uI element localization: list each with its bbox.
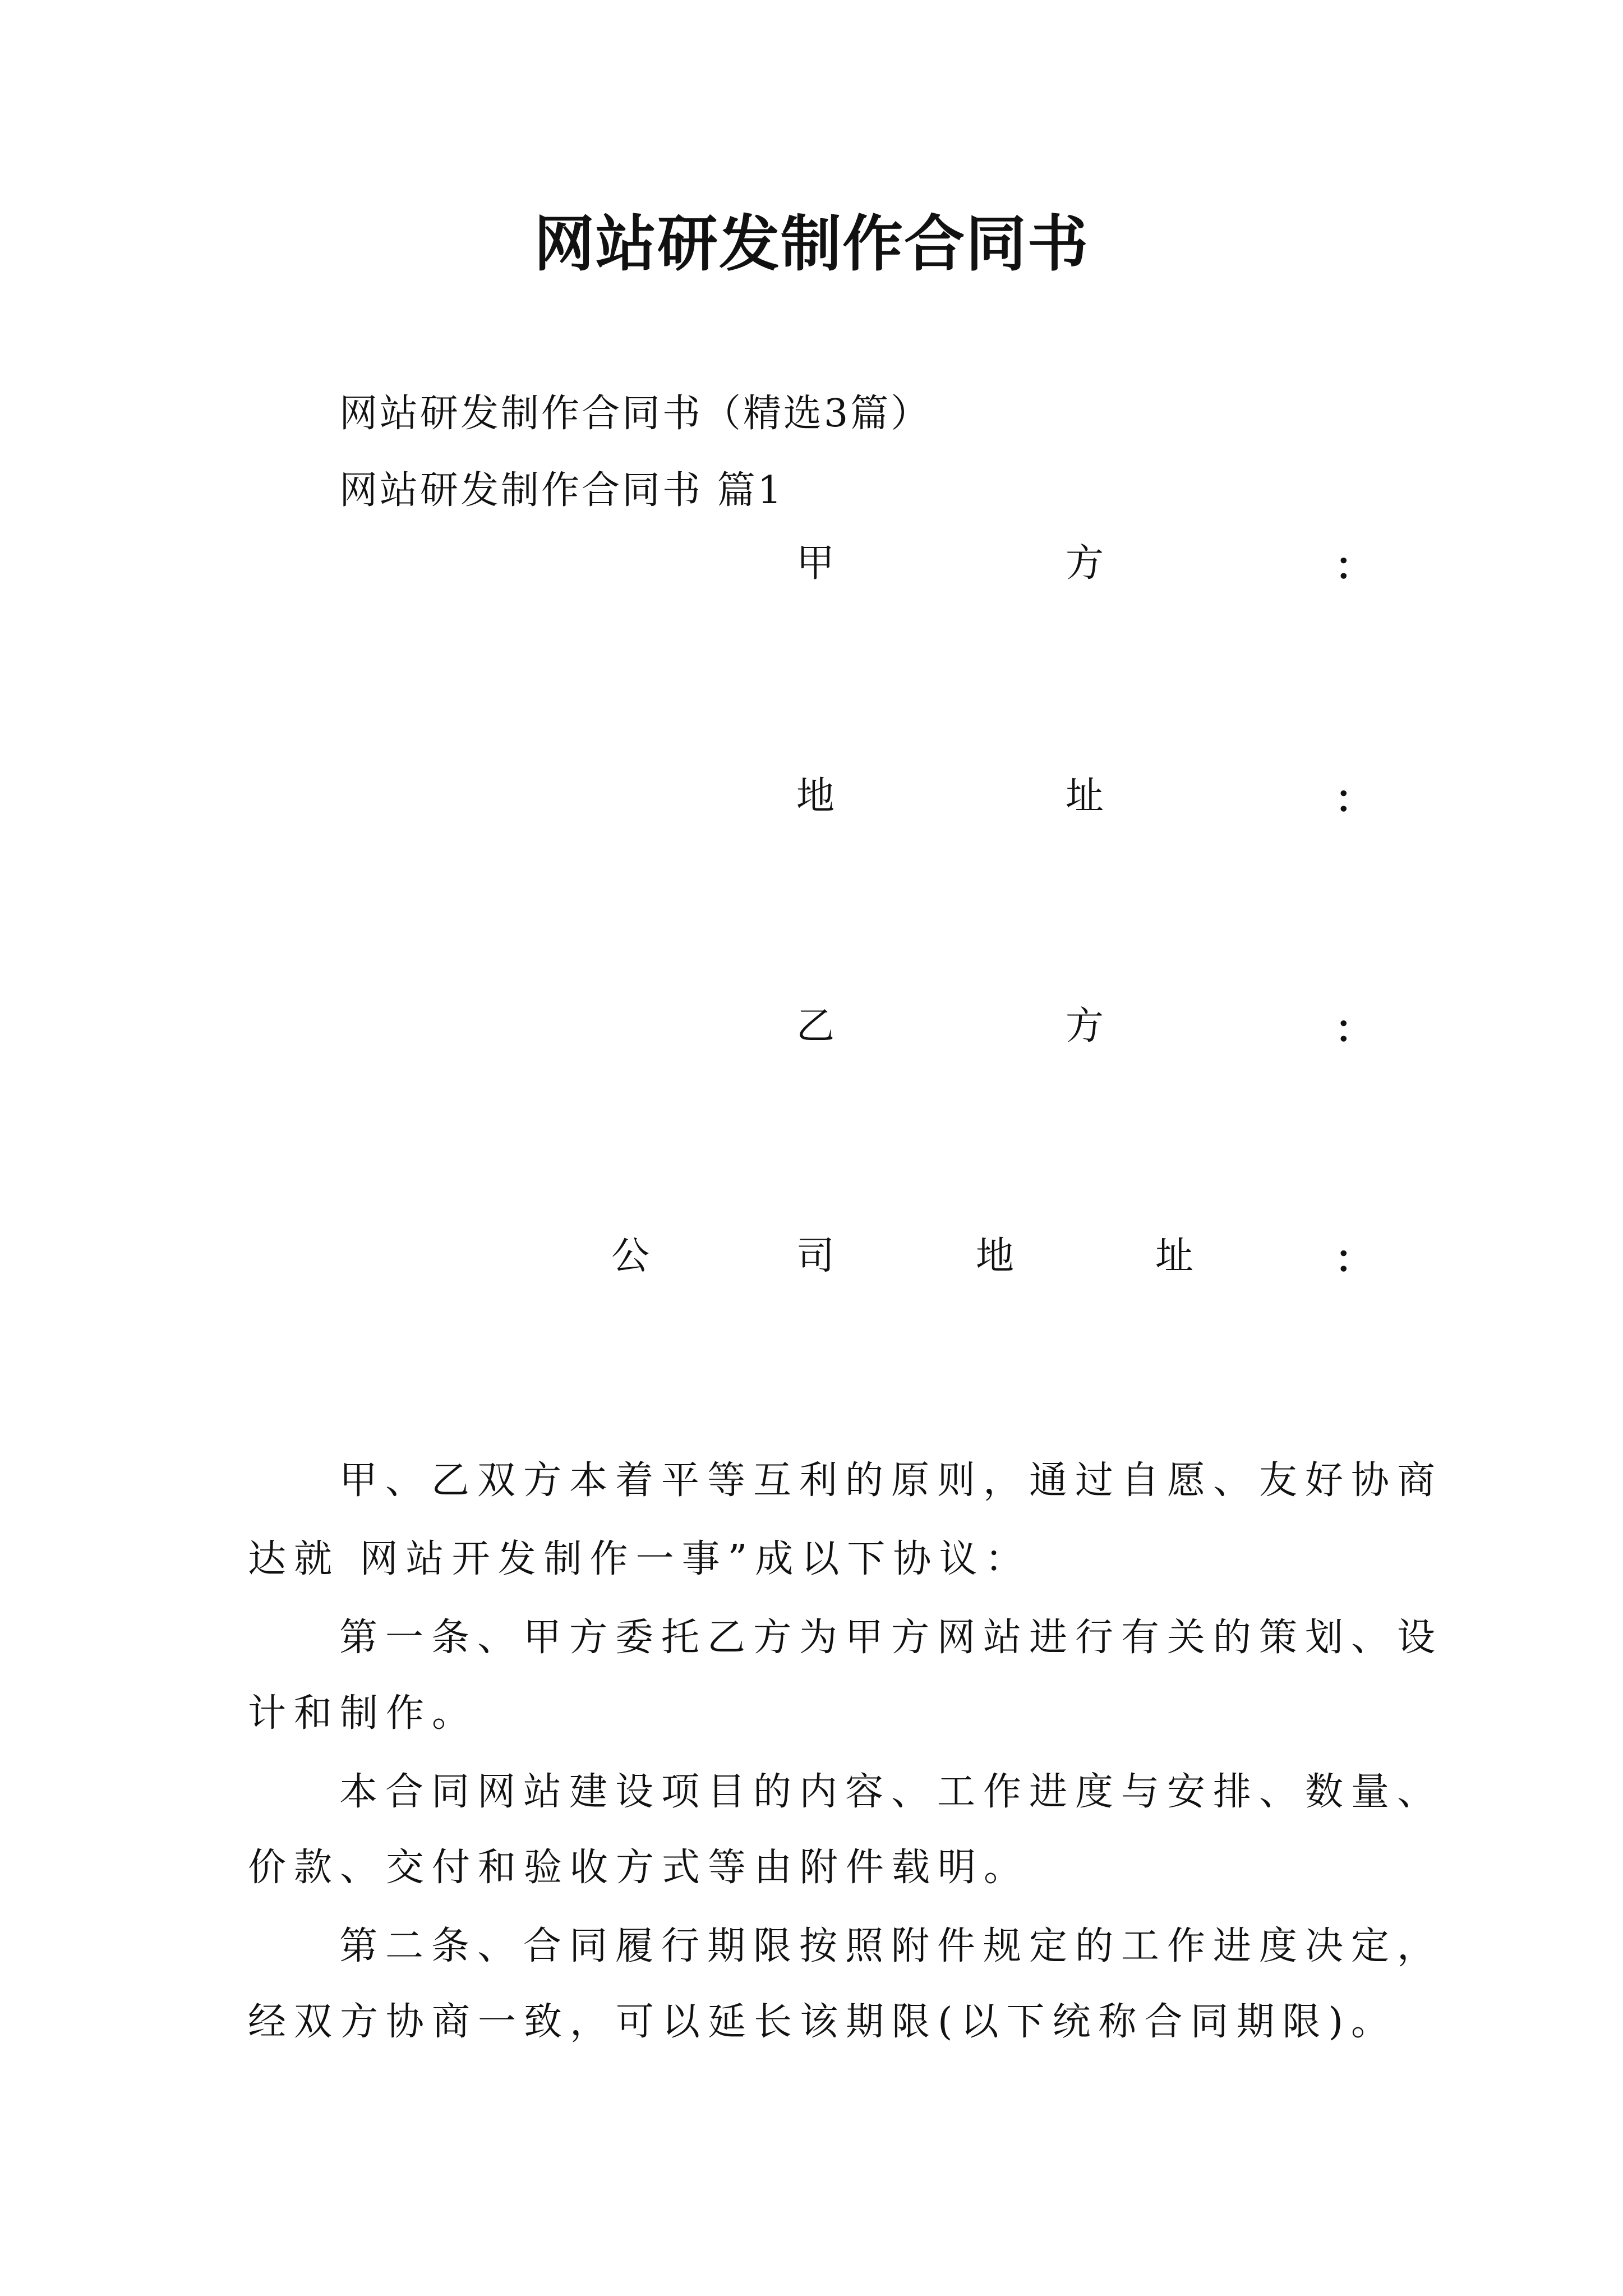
- field-party-a-char-1: 甲: [796, 541, 835, 586]
- paragraph-1-line-1: [248, 1453, 1444, 1509]
- paragraph-3-line-1: [248, 1764, 1444, 1820]
- field-address-char-2: 址: [1066, 774, 1104, 818]
- paragraph-4-line-1-text: 第二条、合同履行期限按照附件规定的工作进度决定，: [339, 1924, 1444, 1968]
- paragraph-2-line-2: 计和制作。: [248, 1691, 478, 1736]
- paragraph-2-line-1-text: 第一条、甲方委托乙方为甲方网站进行有关的策划、设: [339, 1616, 1444, 1660]
- field-address-char-1: 地: [796, 774, 835, 818]
- field-party-b-char-2: 方: [1066, 1004, 1104, 1048]
- paragraph-3-line-2: 价款、交付和验收方式等由附件载明。: [248, 1846, 1030, 1890]
- field-company-address-char-3: 地: [976, 1234, 1015, 1278]
- section-heading: 网站研发制作合同书 篇1: [339, 468, 784, 513]
- field-party-a-char-2: 方: [1066, 541, 1104, 586]
- field-company-address-char-1: 公: [611, 1234, 650, 1278]
- paragraph-4-line-2: 经双方协商一致，可以延长该期限(以下统称合同期限)。: [248, 2000, 1398, 2044]
- document-title: 网站研发制作合同书: [533, 209, 1089, 279]
- field-party-b-colon: ：: [1335, 1007, 1373, 1052]
- paragraph-1-line-2: 达就 网站开发制作一事”成以下协议：: [248, 1537, 1031, 1581]
- paragraph-1-line-1-text: 甲、乙双方本着平等互利的原则，通过自愿、友好协商: [339, 1458, 1444, 1503]
- paragraph-3-line-1-text: 本合同网站建设项目的内容、工作进度与安排、数量、: [339, 1770, 1444, 1814]
- field-company-address-colon: ：: [1335, 1237, 1373, 1282]
- paragraph-2-line-1: [248, 1610, 1444, 1666]
- document-subtitle: 网站研发制作合同书（精选3篇）: [339, 392, 932, 436]
- field-party-b-char-1: 乙: [796, 1004, 835, 1048]
- field-company-address-char-2: 司: [796, 1234, 835, 1278]
- field-company-address-char-4: 址: [1155, 1234, 1194, 1278]
- field-party-a-colon: ：: [1335, 544, 1373, 589]
- paragraph-4-line-1: [248, 1918, 1444, 1975]
- field-address-colon: ：: [1335, 777, 1373, 822]
